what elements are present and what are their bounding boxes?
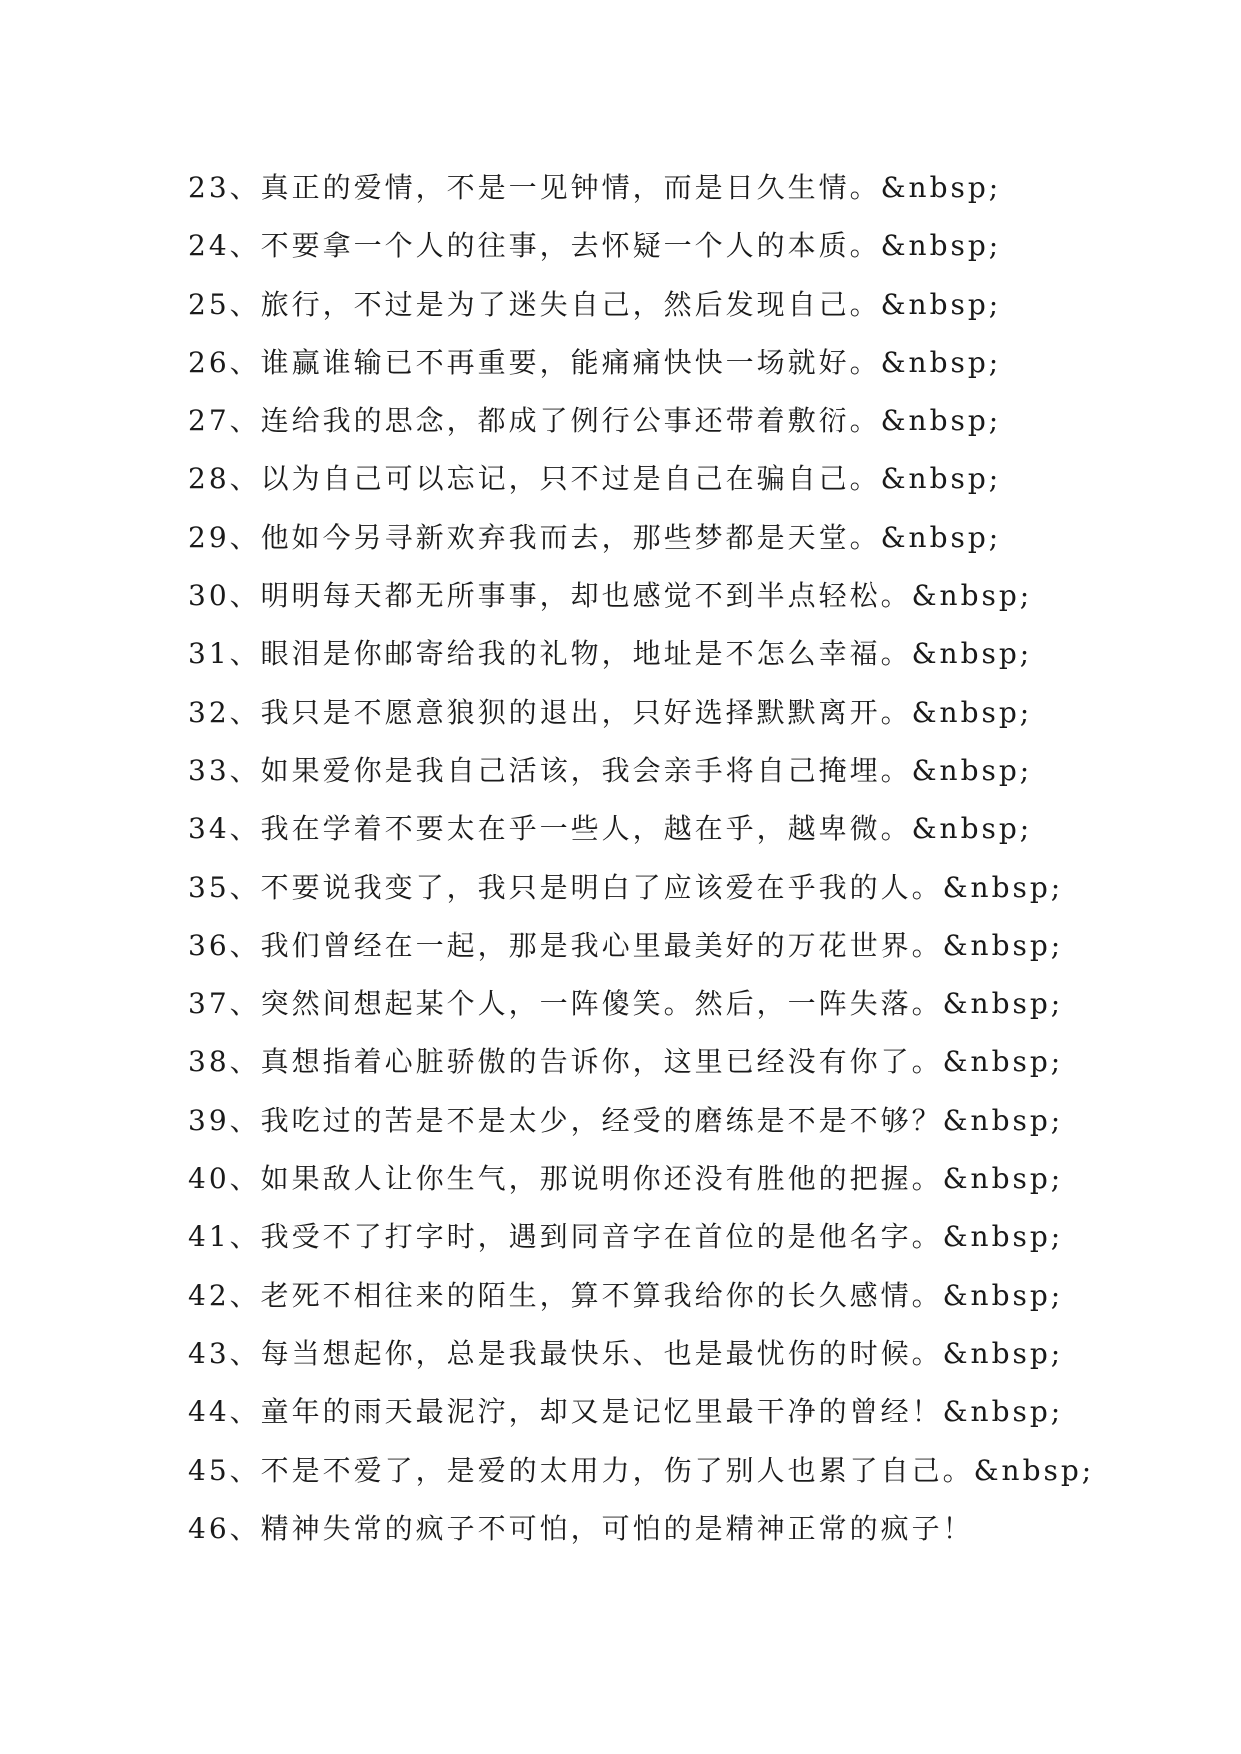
quote-line-30: 30、明明每天都无所事事，却也感觉不到半点轻松。&nbsp; <box>188 579 1033 613</box>
quote-line-34: 34、我在学着不要太在乎一些人，越在乎，越卑微。&nbsp; <box>188 812 1033 846</box>
quote-line-44: 44、童年的雨天最泥泞，却又是记忆里最干净的曾经！&nbsp; <box>188 1395 1064 1429</box>
quote-line-32: 32、我只是不愿意狼狈的退出，只好选择默默离开。&nbsp; <box>188 695 1033 729</box>
quote-line-41: 41、我受不了打字时，遇到同音字在首位的是他名字。&nbsp; <box>188 1220 1064 1254</box>
quote-line-31: 31、眼泪是你邮寄给我的礼物，地址是不怎么幸福。&nbsp; <box>188 637 1033 671</box>
quote-line-37: 37、突然间想起某个人，一阵傻笑。然后，一阵失落。&nbsp; <box>188 987 1064 1021</box>
quote-line-42: 42、老死不相往来的陌生，算不算我给你的长久感情。&nbsp; <box>188 1278 1064 1312</box>
quote-line-43: 43、每当想起你，总是我最快乐、也是最忧伤的时候。&nbsp; <box>188 1336 1064 1370</box>
quote-line-36: 36、我们曾经在一起，那是我心里最美好的万花世界。&nbsp; <box>188 928 1064 962</box>
quote-line-39: 39、我吃过的苦是不是太少，经受的磨练是不是不够？&nbsp; <box>188 1103 1064 1137</box>
quote-line-40: 40、如果敌人让你生气，那说明你还没有胜他的把握。&nbsp; <box>188 1162 1064 1196</box>
quote-line-25: 25、旅行，不过是为了迷失自己，然后发现自己。&nbsp; <box>188 287 1002 321</box>
quote-list <box>188 159 1094 1558</box>
quote-line-38: 38、真想指着心脏骄傲的告诉你，这里已经没有你了。&nbsp; <box>188 1045 1064 1079</box>
quote-line-26: 26、谁赢谁输已不再重要，能痛痛快快一场就好。&nbsp; <box>188 345 1002 379</box>
quote-line-23: 23、真正的爱情，不是一见钟情，而是日久生情。&nbsp; <box>188 171 1002 204</box>
quote-line-46: 46、精神失常的疯子不可怕，可怕的是精神正常的疯子！ <box>188 1511 974 1545</box>
quote-line-28: 28、以为自己可以忘记，只不过是自己在骗自己。&nbsp; <box>188 462 1002 496</box>
quote-line-27: 27、连给我的思念，都成了例行公事还带着敷衍。&nbsp; <box>188 404 1002 438</box>
quote-line-33: 33、如果爱你是我自己活该，我会亲手将自己掩埋。&nbsp; <box>188 753 1033 787</box>
quote-line-29: 29、他如今另寻新欢弃我而去，那些梦都是天堂。&nbsp; <box>188 520 1002 554</box>
quote-line-35: 35、不要说我变了，我只是明白了应该爱在乎我的人。&nbsp; <box>188 870 1064 904</box>
quote-line-45: 45、不是不爱了，是爱的太用力，伤了别人也累了自己。&nbsp; <box>188 1453 1095 1487</box>
quote-line-24: 24、不要拿一个人的往事，去怀疑一个人的本质。&nbsp; <box>188 229 1002 263</box>
